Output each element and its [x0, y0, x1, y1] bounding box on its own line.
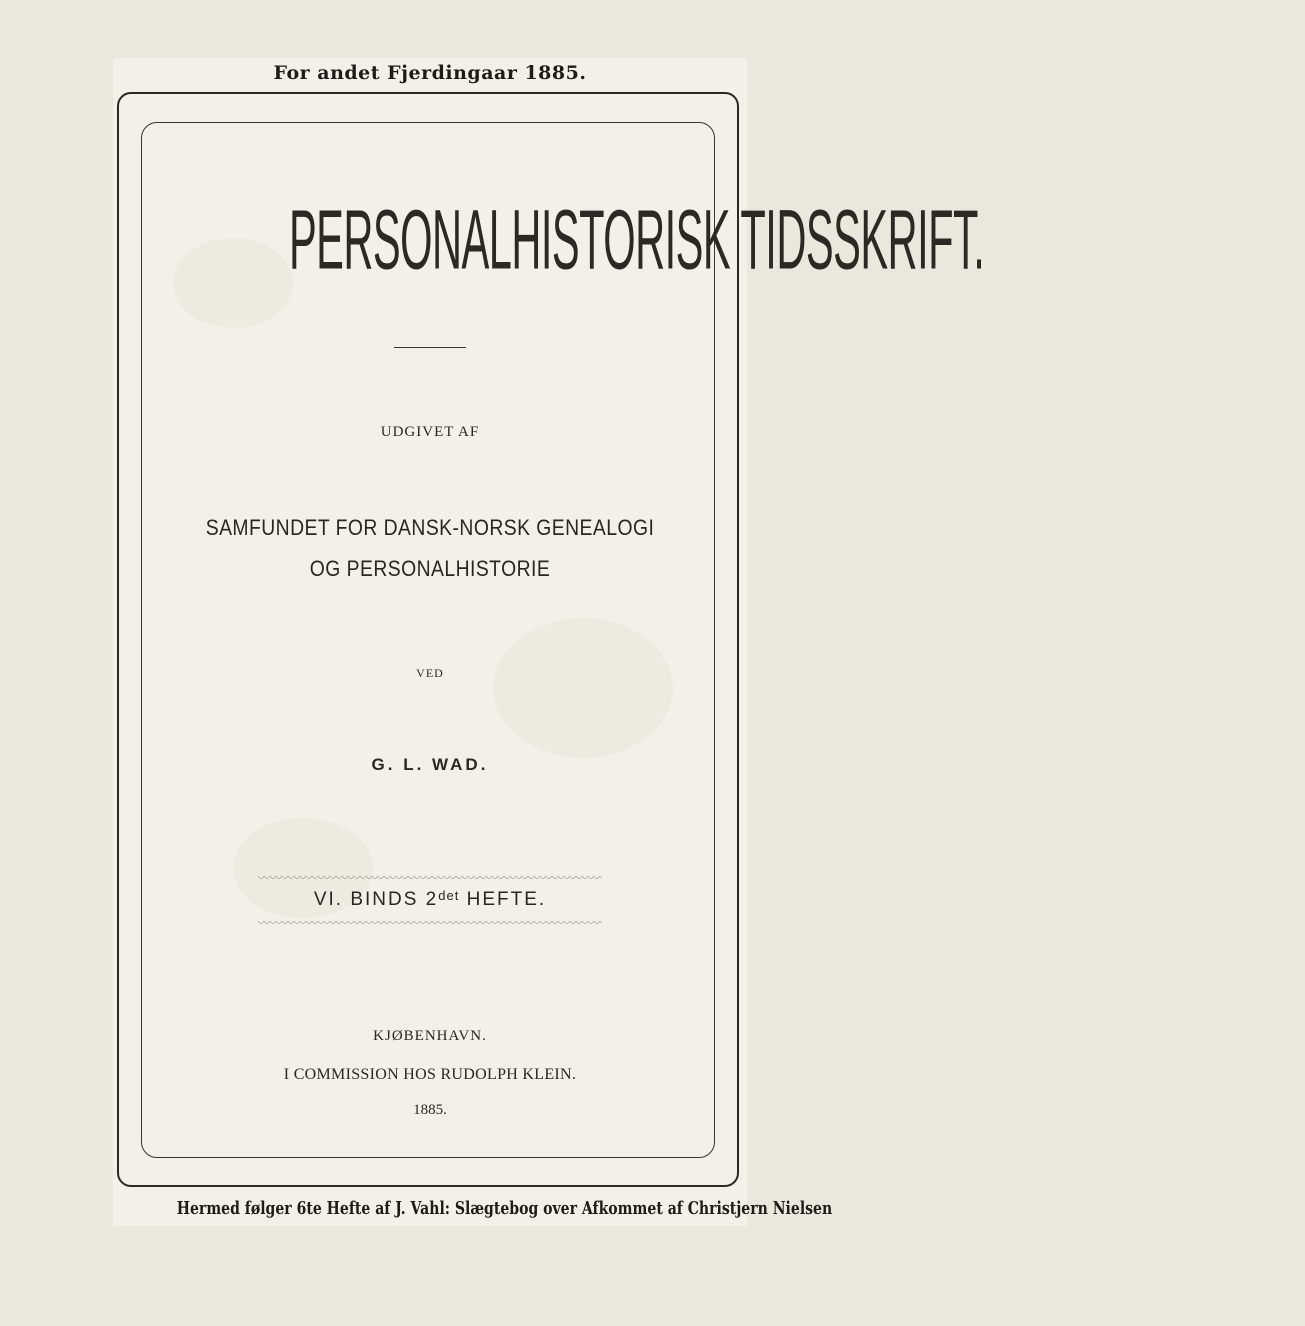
- page: [113, 58, 985, 1226]
- volume-ordinal: det: [438, 888, 460, 903]
- imprint-city: KJØBENHAVN.: [373, 1028, 487, 1044]
- journal-title: PERSONALHISTORISK TIDSSKRIFT.: [288, 192, 985, 287]
- top-note: For andet Fjerdingaar 1885.: [273, 62, 587, 84]
- publisher-label: UDGIVET AF: [380, 424, 480, 440]
- bottom-note: Hermed følger 6te Hefte af J. Vahl: Slægtebog over Afkommet af Christjern Nielsen: [176, 1198, 833, 1219]
- editor-label: VED: [416, 666, 444, 680]
- society-name-line-1: SAMFUNDET FOR DANSK-NORSK GENEALOGI: [205, 515, 655, 540]
- volume-end: HEFTE.: [459, 889, 547, 910]
- wavy-rule-top: [258, 876, 602, 882]
- title-divider: [394, 347, 466, 348]
- title-block: [168, 192, 985, 288]
- society-name-line-2: OG PERSONALHISTORIE: [309, 556, 551, 581]
- imprint-year: 1885.: [413, 1102, 447, 1118]
- volume-issue: [113, 888, 747, 911]
- imprint-commission: I COMMISSION HOS RUDOLPH KLEIN.: [283, 1066, 577, 1083]
- volume-main: VI. BINDS 2: [313, 889, 439, 910]
- wavy-rule-bottom: [258, 921, 602, 927]
- editor-name: G. L. WAD.: [371, 755, 489, 774]
